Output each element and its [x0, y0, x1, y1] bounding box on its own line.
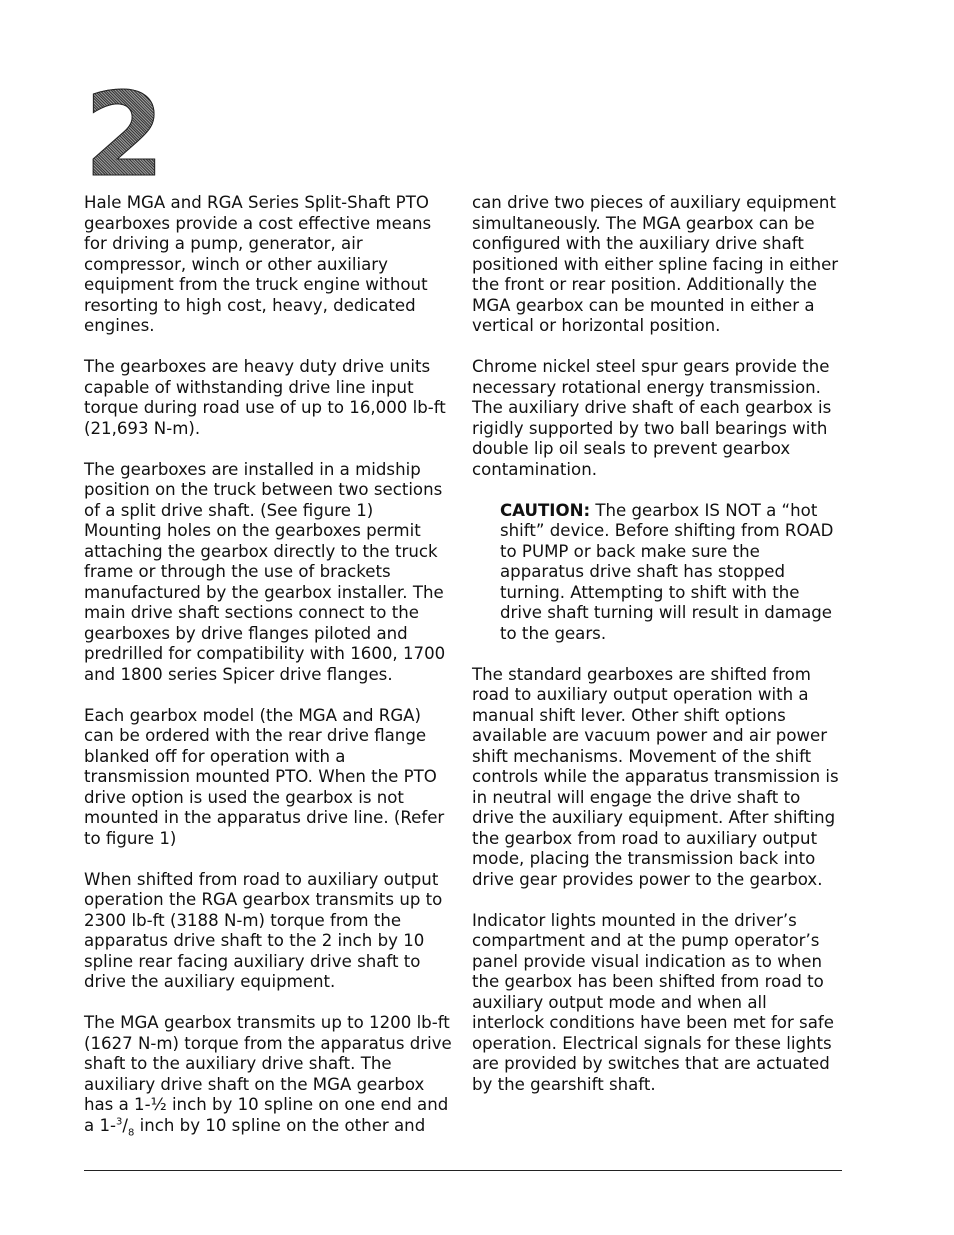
gears-paragraph: Chrome nickel steel spur gears provide the necessary rotational energy transmission. The auxiliary drive shaft of each gearbox is rigidly supported by two ball bearings with double lip oil seals to prevent gearbox contamination. [472, 357, 832, 479]
intro-paragraph: Hale MGA and RGA Series Split-Shaft PTO gearboxes provide a cost effective means for driving a pump, generator, air compressor, winch or other auxiliary equipment from the truck engine without resorting to high cost, heavy, dedicated engines. [84, 193, 432, 335]
caution-text: The gearbox IS NOT a “hot shift” device. Before shifting from ROAD to PUMP or back make sure the apparatus drive shaft has stopped turning. Attempting to shift with the drive shaft turning will result in damage to the gears. [500, 500, 834, 643]
chapter-number: 2 [84, 68, 163, 203]
footer-rule [84, 1170, 842, 1171]
shift-options-paragraph: The standard gearboxes are shifted from road to auxiliary output operation with a manual shift lever. Other shift options available are vacuum power and air power shift mechanisms. Movement of the shift controls while the apparatus transmission is in neutral will engage the drive shaft to drive the auxiliary equipment. After shifting the gearbox from road to auxiliary output mode, placing the transmission back into drive gear provides power to the gearbox. [472, 664, 839, 889]
caution-note [500, 501, 844, 645]
rga-paragraph: When shifted from road to auxiliary output operation the RGA gearbox transmits up to 2300 lb-ft (3188 N-m) torque from the apparatus drive shaft to the 2 inch by 10 spline rear facing auxiliary drive shaft to drive the auxiliary equipment. [84, 869, 443, 991]
right-column [472, 193, 844, 1116]
mga-text-part-1: The MGA gearbox transmits up to 1200 lb-ft (1627 N-m) torque from the apparatus drive shaft to the auxiliary drive shaft. The auxiliary drive shaft on the MGA gearbox has a 1-½ inch by 10 spline on one end and a 1- [84, 1013, 452, 1135]
caution-label: CAUTION: [500, 500, 591, 520]
fraction-denominator: 8 [127, 1126, 135, 1138]
left-column [84, 193, 456, 1157]
mga-continued-paragraph: can drive two pieces of auxiliary equipment simultaneously. The MGA gearbox can be configured with the auxiliary drive shaft positioned with either spline facing in either the front or rear position. Additionally the MGA gearbox can be mounted in either a vertical or horizontal position. [472, 193, 839, 335]
mga-text-part-2: inch by 10 spline on the other and [134, 1115, 426, 1135]
indicator-lights-paragraph: Indicator lights mounted in the driver’s compartment and at the pump operator’s panel provide visual indication as to when the gearbox has been shifted from road to auxiliary output mode and when all interlock conditions have been met for safe operation. Electrical signals for these lights are provided by switches that are actuated by the gearshift shaft. [472, 910, 834, 1094]
torque-paragraph: The gearboxes are heavy duty drive units capable of withstanding drive line input torque during road use of up to 16,000 lb-ft (21,693 N-m). [84, 357, 446, 438]
fraction-numerator: 3 [116, 1115, 123, 1127]
models-paragraph: Each gearbox model (the MGA and RGA) can be ordered with the rear drive flange blanked off for operation with a transmission mounted PTO. When the PTO drive option is used the gearbox is not mounted in the apparatus drive line. (Refer to figure 1) [84, 705, 445, 848]
fraction-slash: / [122, 1115, 128, 1135]
installation-paragraph: The gearboxes are installed in a midship position on the truck between two sections of a split drive shaft. (See figure 1) Mounting holes on the gearboxes permit attaching the gearbox directly to the truck frame or through the use of brackets manufactured by the gearbox installer. The main drive shaft sections connect to the gearboxes by drive flanges piloted and predrilled for compatibility with 1600, 1700 and 1800 series Spicer drive flanges. [84, 459, 446, 684]
mga-paragraph [84, 1013, 456, 1136]
